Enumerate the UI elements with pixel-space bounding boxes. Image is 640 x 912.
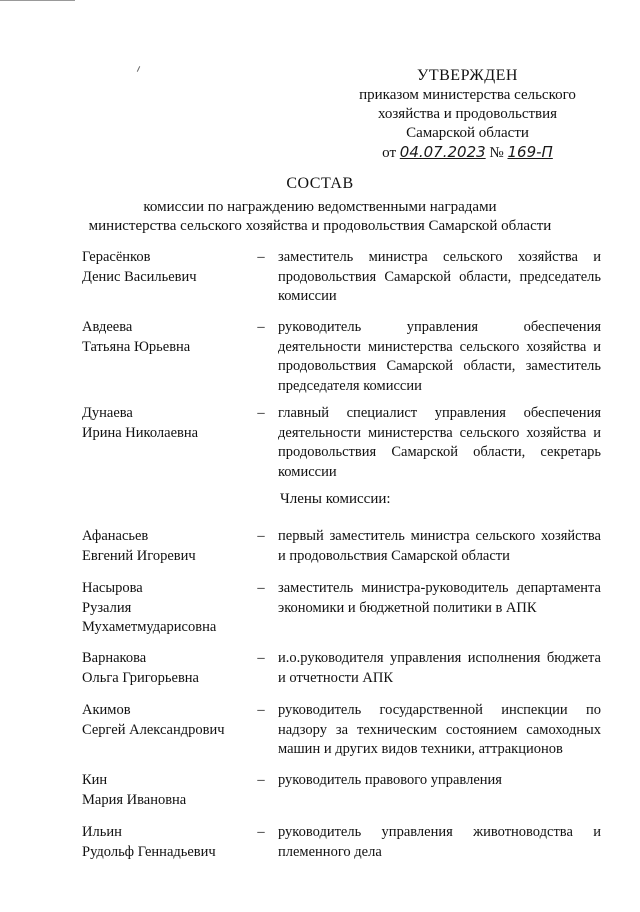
dash: –	[257, 650, 265, 666]
member-name	[82, 318, 252, 357]
member-name	[82, 649, 252, 688]
member-name	[82, 248, 252, 287]
surname: Авдеева	[82, 319, 133, 335]
approval-line-1: приказом министерства сельского	[359, 87, 576, 103]
members-heading: Члены комиссии:	[280, 491, 391, 507]
member-name	[82, 701, 252, 740]
title-line-2: министерства сельского хозяйства и продовольствия Самарской области	[88, 218, 552, 234]
member-role: заместитель министра-руководитель департамента экономики и бюджетной политики в АПК	[278, 580, 601, 616]
dash: –	[257, 824, 265, 840]
member-role: первый заместитель министра сельского хозяйства и продовольствия Самарской области	[278, 528, 601, 564]
title-line-1: комиссии по награждению ведомственными наградами	[143, 199, 497, 215]
patronymic: Мухаметмударисовна	[82, 619, 217, 635]
approval-line-3: Самарской области	[406, 125, 529, 141]
handwritten-order-number: 169-П	[507, 143, 553, 161]
handwritten-date: 04.07.2023	[399, 143, 486, 161]
date-prefix: от	[382, 145, 397, 161]
document-title	[60, 174, 580, 236]
given-names: Рудольф Геннадьевич	[82, 843, 216, 860]
approval-line-2: хозяйства и продовольствия	[377, 106, 558, 122]
approval-date-line	[335, 143, 600, 163]
surname: Герасёнков	[82, 249, 151, 265]
given-names: Сергей Александрович	[82, 721, 225, 738]
surname: Варнакова	[82, 650, 147, 666]
dash: –	[257, 702, 265, 718]
member-name	[82, 823, 252, 862]
dash: –	[257, 319, 265, 335]
number-prefix: №	[489, 145, 504, 161]
dash: –	[257, 528, 265, 544]
surname: Дунаева	[82, 405, 133, 421]
dash: –	[257, 580, 265, 596]
approval-heading: УТВЕРЖДЕН	[417, 67, 518, 84]
surname: Ильин	[82, 824, 122, 840]
member-role: руководитель правового управления	[278, 772, 502, 788]
member-role: и.о.руководителя управления исполнения бюджета и отчетности АПК	[278, 650, 601, 686]
member-name	[82, 404, 252, 443]
surname: Насырова	[82, 580, 143, 596]
given-names: Ольга Григорьевна	[82, 669, 199, 686]
member-role: заместитель министра сельского хозяйства и продовольствия Самарской области, председатель комиссии	[278, 249, 601, 304]
scan-speck	[137, 66, 140, 72]
member-name	[82, 579, 252, 638]
surname: Кин	[82, 772, 108, 788]
given-names: Рузалия	[82, 599, 132, 616]
member-role: руководитель управления обеспечения деятельности министерства сельского хозяйства и продовольствия Самарской области, заместитель председателя комиссии	[278, 319, 601, 394]
given-names: Татьяна Юрьевна	[82, 338, 191, 355]
surname: Акимов	[82, 702, 131, 718]
member-role: руководитель управления животноводства и племенного дела	[278, 824, 601, 860]
member-role: главный специалист управления обеспечения деятельности министерства сельского хозяйства и продовольствия Самарской области, секретарь комиссии	[278, 405, 601, 480]
member-name	[82, 771, 252, 810]
dash: –	[257, 249, 265, 265]
member-name	[82, 527, 252, 566]
title-heading: СОСТАВ	[286, 175, 354, 192]
surname: Афанасьев	[82, 528, 149, 544]
given-names: Евгений Игоревич	[82, 547, 196, 564]
top-edge-line	[0, 0, 75, 1]
approval-stamp	[335, 66, 600, 163]
dash: –	[257, 405, 265, 421]
dash: –	[257, 772, 265, 788]
given-names: Денис Васильевич	[82, 268, 197, 285]
member-role: руководитель государственной инспекции по надзору за техническим состоянием самоходных машин и других видов техники, аттракционов	[278, 702, 601, 757]
given-names: Ирина Николаевна	[82, 424, 199, 441]
given-names: Мария Ивановна	[82, 791, 187, 808]
